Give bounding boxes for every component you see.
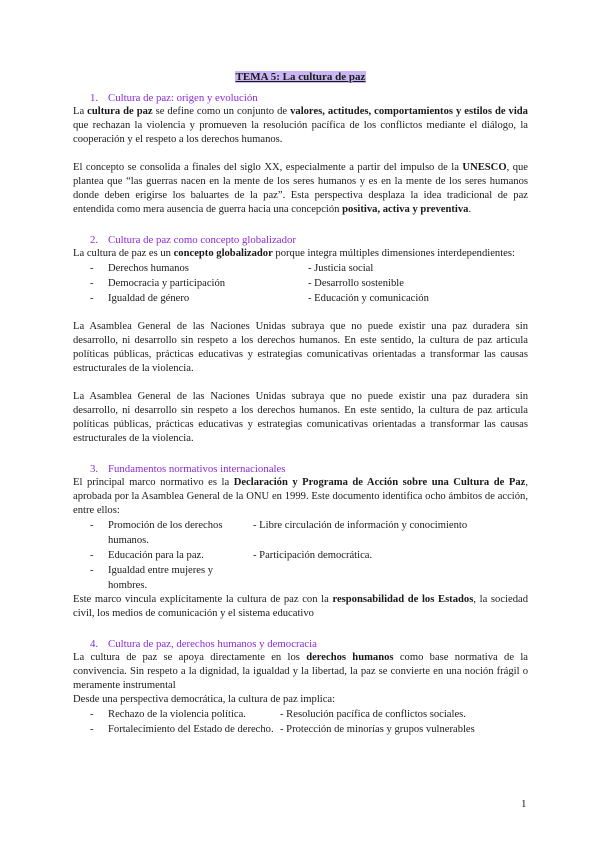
text-run: se define como un conjunto de bbox=[152, 106, 291, 117]
text-run: El principal marco normativo es la bbox=[73, 477, 234, 488]
list-dash: - bbox=[90, 278, 94, 289]
list-item-right: - Protección de minorías y grupos vulnerables bbox=[280, 724, 475, 735]
list-item bbox=[73, 291, 528, 306]
bold-text: positiva, activa y preventiva bbox=[342, 204, 469, 215]
list-item bbox=[73, 518, 528, 548]
list-item bbox=[73, 261, 528, 276]
section-2-paragraph-2: La Asamblea General de las Naciones Unidas subraya que no puede existir una paz duradera sin desarrollo, ni desarrollo sin respeto a los derechos humanos. En este sentido, la cultura de paz articula políticas públicas, prácticas educativas y estrategias comunicativas orientadas a transformar las causas estructurales de la violencia. bbox=[73, 321, 528, 374]
section-4-paragraph-1 bbox=[73, 651, 528, 693]
section-3-list bbox=[73, 518, 528, 593]
list-item-right: - Libre circulación de información y conocimiento bbox=[253, 520, 468, 531]
section-4-paragraph-2: Desde una perspectiva democrática, la cultura de paz implica: bbox=[73, 694, 336, 705]
list-item-left: Derechos humanos bbox=[108, 263, 189, 274]
list-item-right: - Justicia social bbox=[308, 263, 374, 274]
text-run: La bbox=[73, 106, 88, 117]
text-run: , la sociedad civil, los medios de comunicación y el sistema educativo bbox=[73, 594, 528, 619]
bold-text: concepto globalizador bbox=[173, 248, 273, 259]
list-item bbox=[73, 563, 528, 593]
list-item-left: Promoción de los derechos humanos. bbox=[108, 520, 223, 546]
list-dash: - bbox=[90, 550, 94, 561]
section-3-heading bbox=[73, 462, 528, 476]
list-dash: - bbox=[90, 709, 94, 720]
title-row bbox=[73, 70, 528, 85]
section-1-title: Cultura de paz: origen y evolución bbox=[108, 92, 258, 104]
bold-text: responsabilidad de los Estados bbox=[332, 594, 474, 605]
list-item bbox=[73, 722, 528, 737]
list-dash: - bbox=[90, 724, 94, 735]
text-run: . bbox=[468, 204, 472, 215]
section-1-paragraph-1 bbox=[73, 105, 528, 147]
section-2-heading bbox=[73, 233, 528, 247]
list-item-right: - Resolución pacífica de conflictos sociales. bbox=[280, 709, 466, 720]
section-3-paragraph-1 bbox=[73, 476, 528, 518]
text-run: como base normativa de la convivencia. Sin respeto a la dignidad, la igualdad y la libertad, la paz se convierte en una noción frágil o meramente instrumental bbox=[73, 652, 528, 691]
section-3-title: Fundamentos normativos internacionales bbox=[108, 463, 286, 475]
list-item-right: - Desarrollo sostenible bbox=[308, 278, 404, 289]
section-2-paragraph-3: La Asamblea General de las Naciones Unidas subraya que no puede existir una paz duradera sin desarrollo, ni desarrollo sin respeto a los derechos humanos. En este sentido, la cultura de paz articula políticas públicas, prácticas educativas y estrategias comunicativas orientadas a transformar las causas estructurales de la violencia. bbox=[73, 391, 528, 444]
section-1-number: 1. bbox=[90, 92, 99, 104]
section-2-title: Cultura de paz como concepto globalizador bbox=[108, 234, 296, 246]
document-body bbox=[73, 70, 528, 737]
list-dash: - bbox=[90, 293, 94, 304]
list-dash: - bbox=[90, 263, 94, 274]
list-item-left: Igualdad entre mujeres y hombres. bbox=[108, 565, 214, 591]
list-item bbox=[73, 707, 528, 722]
list-item-right: - Educación y comunicación bbox=[308, 293, 429, 304]
list-item bbox=[73, 548, 528, 563]
list-item-left: Educación para la paz. bbox=[108, 550, 204, 561]
section-2-list bbox=[73, 261, 528, 306]
text-run: El concepto se consolida a finales del siglo XX, especialmente a partir del impulso de la bbox=[73, 162, 463, 173]
list-item-left: Rechazo de la violencia política. bbox=[108, 709, 246, 720]
list-dash: - bbox=[90, 520, 94, 531]
list-item-right: - Participación democrática. bbox=[253, 550, 373, 561]
text-run: Este marco vincula explícitamente la cultura de paz con la bbox=[73, 594, 333, 605]
bold-text: derechos humanos bbox=[306, 652, 394, 663]
list-dash: - bbox=[90, 565, 94, 576]
text-run: La cultura de paz es un bbox=[73, 248, 174, 259]
text-run: porque integra múltiples dimensiones interdependientes: bbox=[272, 248, 515, 259]
list-item-left: Igualdad de género bbox=[108, 293, 190, 304]
bold-text: valores, actitudes, comportamientos y estilos de vida bbox=[290, 106, 528, 117]
list-item bbox=[73, 276, 528, 291]
text-run: , aprobada por la Asamblea General de la ONU en 1999. Este documento identifica ocho ámbitos de acción, entre ellos: bbox=[73, 477, 528, 516]
bold-text: Declaración y Programa de Acción sobre una Cultura de Paz bbox=[233, 477, 526, 488]
section-1-paragraph-2 bbox=[73, 161, 528, 217]
section-4-title: Cultura de paz, derechos humanos y democracia bbox=[108, 638, 317, 650]
section-4-number: 4. bbox=[90, 638, 99, 650]
text-run: , que plantea que “las guerras nacen en la mente de los seres humanos y es en la mente de los seres humanos donde deben erigirse los baluartes de la paz”. Esta perspectiva desplaza la idea tradicional de paz entendida como mera ausencia de guerra hacia una concepción bbox=[73, 162, 528, 215]
list-item-left: Democracia y participación bbox=[108, 278, 226, 289]
page-title: TEMA 5: La cultura de paz bbox=[235, 71, 366, 83]
text-run: que rechazan la violencia y promueven la resolución pacífica de los conflictos mediante el diálogo, la cooperación y el respeto a los derechos humanos. bbox=[73, 120, 528, 145]
section-4-heading bbox=[73, 637, 528, 651]
list-item-left: Fortalecimiento del Estado de derecho. bbox=[108, 724, 274, 735]
section-1-heading bbox=[73, 91, 528, 105]
section-3-paragraph-2 bbox=[73, 593, 528, 621]
bold-text: UNESCO bbox=[462, 162, 507, 173]
section-3-number: 3. bbox=[90, 463, 99, 475]
page-number: 1 bbox=[521, 798, 527, 810]
section-4-list bbox=[73, 707, 528, 737]
section-2-paragraph-1 bbox=[73, 247, 528, 261]
section-2-number: 2. bbox=[90, 234, 99, 246]
text-run: La cultura de paz se apoya directamente en los bbox=[73, 652, 307, 663]
bold-text: cultura de paz bbox=[87, 106, 153, 117]
